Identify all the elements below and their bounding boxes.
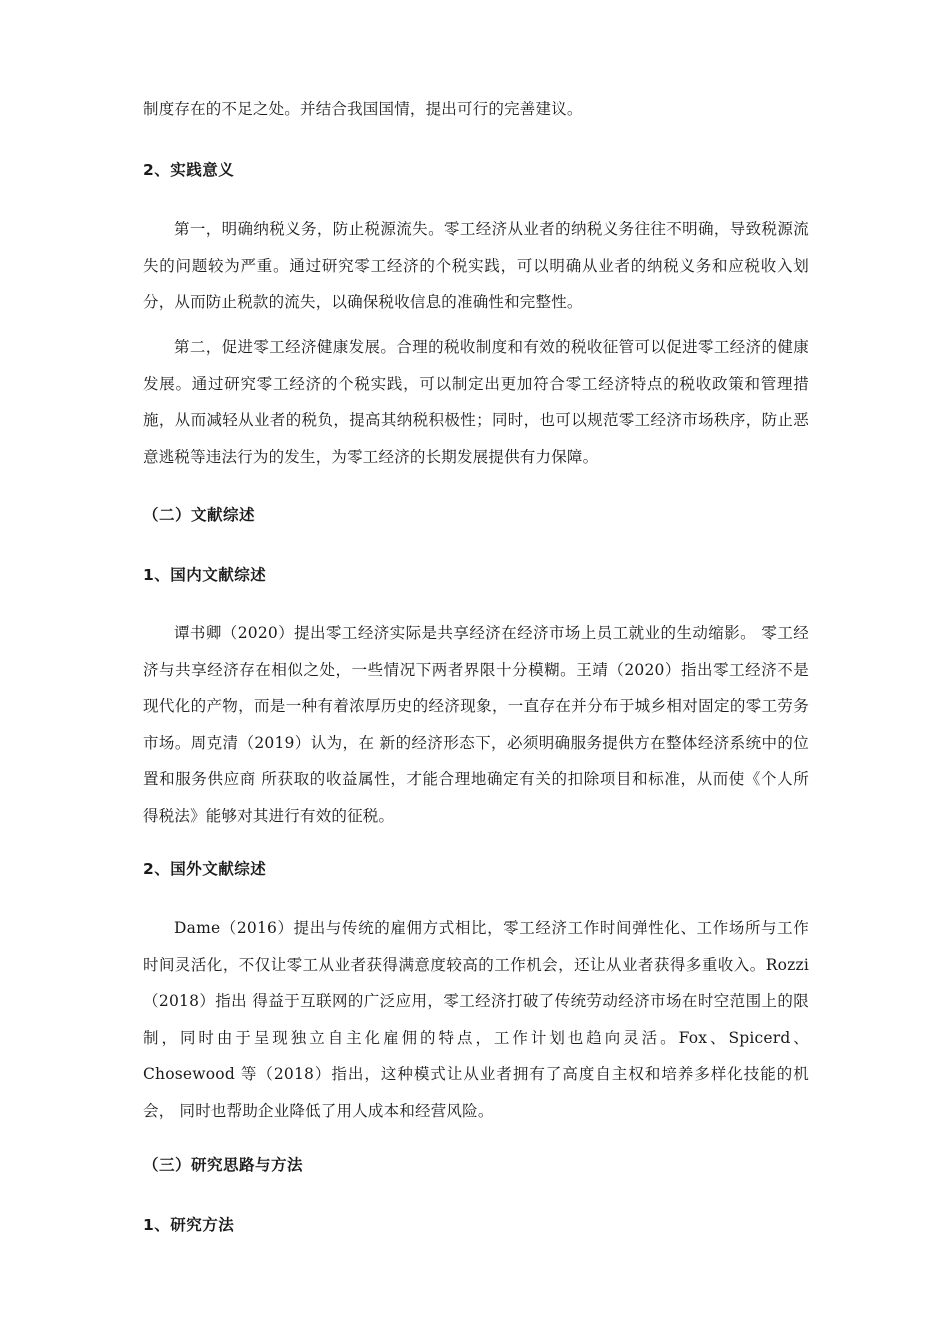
heading-domestic-literature: 1、国内文献综述	[143, 566, 267, 584]
paragraph-foreign-literature: Dame（2016）提出与传统的雇佣方式相比，零工经济工作时间弹性化、工作场所与工作时间灵活化，不仅让零工从业者获得满意度较高的工作机会，还让从业者获得多重收入。Rozzi（2018）指出 得益于互联网的广泛应用，零工经济打破了传统劳动经济市场在时空范围上的限制，同时由于呈现独立自主化雇佣的特点，工作计划也趋向灵活。Fox、Spicerd、Chosewood 等（2018）指出，这种模式让从业者拥有了高度自主权和培养多样化技能的机会， 同时也帮助企业降低了用人成本和经营风险。	[143, 919, 809, 1120]
heading-practical-significance: 2、实践意义	[143, 161, 235, 179]
paragraph-practical-1: 第一，明确纳税义务，防止税源流失。零工经济从业者的纳税义务往往不明确，导致税源流失的问题较为严重。通过研究零工经济的个税实践，可以明确从业者的纳税义务和应税收入划分，从而防止税款的流失，以确保税收信息的准确性和完整性。	[143, 220, 809, 311]
heading-research-method: 1、研究方法	[143, 1216, 235, 1234]
heading-foreign-literature: 2、国外文献综述	[143, 860, 267, 878]
heading-research-approach: （三）研究思路与方法	[143, 1156, 304, 1174]
paragraph-practical-2: 第二，促进零工经济健康发展。合理的税收制度和有效的税收征管可以促进零工经济的健康发展。通过研究零工经济的个税实践，可以制定出更加符合零工经济特点的税收政策和管理措施，从而减轻从业者的税负，提高其纳税积极性；同时，也可以规范零工经济市场秩序，防止恶意逃税等违法行为的发生，为零工经济的长期发展提供有力保障。	[143, 338, 809, 466]
paragraph-intro-tail: 制度存在的不足之处。并结合我国国情，提出可行的完善建议。	[143, 100, 583, 118]
paragraph-domestic-literature: 谭书卿（2020）提出零工经济实际是共享经济在经济市场上员工就业的生动缩影。 零工经济与共享经济存在相似之处，一些情况下两者界限十分模糊。王靖（2020）指出零工经济不是现代化的产物，而是一种有着浓厚历史的经济现象，一直存在并分布于城乡相对固定的零工劳务市场。周克清（2019）认为，在 新的经济形态下，必须明确服务提供方在整体经济系统中的位置和服务供应商 所获取的收益属性，才能合理地确定有关的扣除项目和标准，从而使《个人所 得税法》能够对其进行有效的征税。	[143, 624, 809, 825]
heading-literature-review: （二）文献综述	[143, 506, 256, 524]
